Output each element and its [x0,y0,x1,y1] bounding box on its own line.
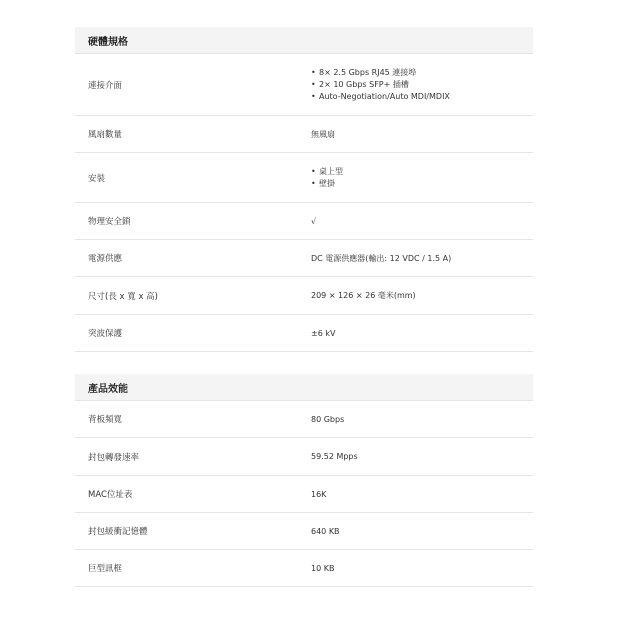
list-item: • 桌上型 [311,166,343,176]
spec-label: 安裝 [88,173,106,184]
bullet-icon: • [311,166,316,176]
spec-label: 封包轉發速率 [88,452,140,463]
spec-row-surge-protection [75,315,533,352]
section-header-hardware [75,27,533,54]
spec-label: 巨型訊框 [88,564,123,574]
section-header-performance [75,374,533,401]
spec-value: ±6 kV [311,328,336,338]
spec-label: 連接介面 [88,80,123,91]
list-item: • 壁掛 [311,178,335,188]
spec-label: 背板頻寬 [88,415,123,425]
list-item: • 2× 10 Gbps SFP+ 插槽 [311,79,409,89]
spec-label: MAC位址表 [88,490,133,500]
spec-label: 電源供應 [88,254,123,264]
spec-value [311,54,533,115]
spec-row-mac-table [75,476,533,513]
spec-label: 風扇數量 [88,130,123,140]
spec-row-forwarding-rate [75,438,533,476]
bullet-icon: • [311,67,316,77]
spec-row-security-lock [75,203,533,240]
spec-value: √ [311,216,317,226]
section-title: 產品效能 [88,383,128,395]
section-title: 硬體規格 [88,36,128,48]
bullet-icon: • [311,178,316,188]
spec-value [311,153,533,202]
spec-label: 物理安全鎖 [88,217,131,227]
spec-row-packet-buffer [75,513,533,550]
spec-value: DC 電源供應器(輸出: 12 VDC / 1.5 A) [311,253,452,263]
bullet-icon: • [311,91,316,101]
bullet-icon: • [311,79,316,89]
spec-value: 10 KB [311,563,335,573]
spec-label: 突波保護 [88,329,123,339]
spec-row-power-supply [75,240,533,277]
list-item: • Auto-Negotiation/Auto MDI/MDIX [311,91,450,101]
spec-value: 80 Gbps [311,414,345,424]
spec-value: 無風扇 [311,129,335,139]
spec-value: 209 × 126 × 26 毫米(mm) [311,291,416,300]
spec-label: 封包緩衝記憶體 [88,527,148,537]
spec-value: 16K [311,489,327,499]
spec-row-dimensions [75,277,533,315]
spec-value: 59.52 Mpps [311,452,358,461]
spec-row-interfaces [75,54,533,116]
spec-value: 640 KB [311,526,340,536]
spec-row-backplane-bandwidth [75,401,533,438]
list-item: • 8× 2.5 Gbps RJ45 連接埠 [311,67,417,77]
spec-row-jumbo-frame [75,550,533,587]
spec-label: 尺寸(長 x 寬 x 高) [88,291,159,302]
spec-row-fan-count [75,116,533,153]
spec-row-mounting [75,153,533,203]
